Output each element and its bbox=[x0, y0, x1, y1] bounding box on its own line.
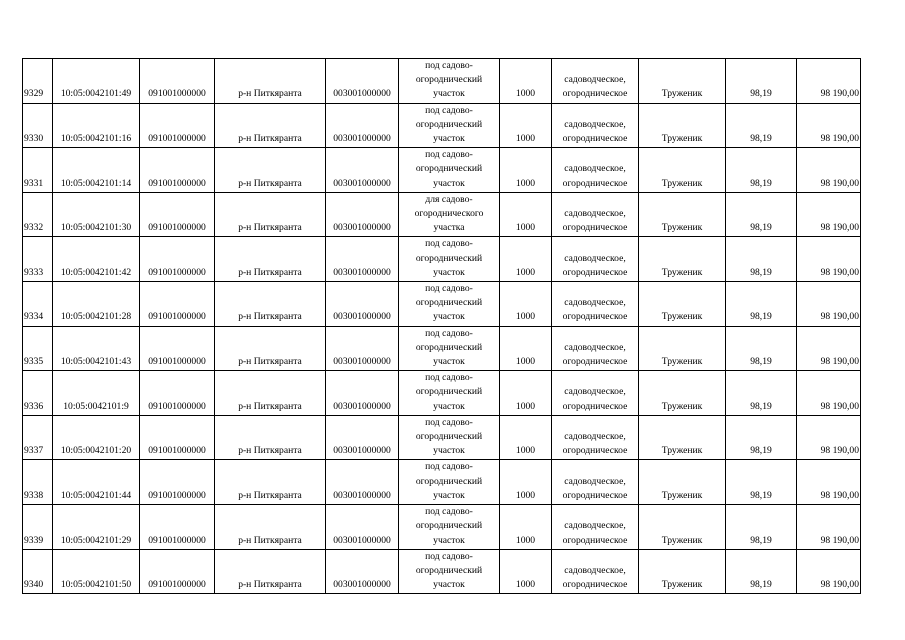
use-type-line: садоводческое, bbox=[564, 163, 626, 175]
district-cell: р-н Питкяранта bbox=[215, 192, 326, 237]
row-number-cell: 9340 bbox=[23, 549, 53, 594]
oktmo-code-cell: 003001000000 bbox=[326, 103, 399, 148]
use-type-line: огородническое bbox=[562, 133, 628, 145]
okato-code-cell: 091001000000 bbox=[140, 371, 215, 416]
permitted-use-line: под садово- bbox=[425, 506, 473, 518]
permitted-use-line: огороднический bbox=[415, 163, 483, 175]
area-cell: 1000 bbox=[500, 371, 552, 416]
row-number-cell: 9335 bbox=[23, 326, 53, 371]
permitted-use-line: огороднический bbox=[415, 475, 483, 487]
cadastral-number-cell: 10:05:0042101:30 bbox=[53, 192, 140, 237]
permitted-use-line: под садово- bbox=[425, 372, 473, 384]
table-row bbox=[23, 415, 861, 460]
okato-code-cell: 091001000000 bbox=[140, 282, 215, 327]
row-number-cell: 9329 bbox=[23, 59, 53, 104]
specific-value-cell: 98,19 bbox=[726, 103, 797, 148]
cadastral-value-cell: 98 190,00 bbox=[797, 505, 861, 550]
permitted-use-line: огороднического bbox=[414, 208, 484, 220]
cadastral-value-cell: 98 190,00 bbox=[797, 460, 861, 505]
use-type-cell bbox=[552, 549, 639, 594]
okato-code-cell: 091001000000 bbox=[140, 237, 215, 282]
cadastral-number-cell: 10:05:0042101:42 bbox=[53, 237, 140, 282]
table-row bbox=[23, 460, 861, 505]
partnership-name-cell: Труженик bbox=[639, 326, 726, 371]
use-type-line: садоводческое, bbox=[564, 208, 626, 220]
partnership-name-cell: Труженик bbox=[639, 549, 726, 594]
partnership-name-cell: Труженик bbox=[639, 148, 726, 193]
permitted-use-line: участок bbox=[433, 489, 465, 501]
partnership-name-cell: Труженик bbox=[639, 415, 726, 460]
cadastral-value-cell: 98 190,00 bbox=[797, 371, 861, 416]
permitted-use-line: огороднический bbox=[415, 74, 483, 86]
specific-value-cell: 98,19 bbox=[726, 326, 797, 371]
oktmo-code-cell: 003001000000 bbox=[326, 59, 399, 104]
use-type-line: садоводческое, bbox=[564, 520, 626, 532]
okato-code-cell: 091001000000 bbox=[140, 460, 215, 505]
permitted-use-line: участка bbox=[433, 222, 465, 234]
specific-value-cell: 98,19 bbox=[726, 415, 797, 460]
district-cell: р-н Питкяранта bbox=[215, 460, 326, 505]
oktmo-code-cell: 003001000000 bbox=[326, 192, 399, 237]
partnership-name-cell: Труженик bbox=[639, 371, 726, 416]
permitted-use-line: участок bbox=[433, 534, 465, 546]
table-row bbox=[23, 549, 861, 594]
use-type-line: садоводческое, bbox=[564, 564, 626, 576]
use-type-cell bbox=[552, 371, 639, 416]
permitted-use-cell bbox=[399, 148, 500, 193]
table-row bbox=[23, 282, 861, 327]
table-row bbox=[23, 103, 861, 148]
cadastral-number-cell: 10:05:0042101:44 bbox=[53, 460, 140, 505]
specific-value-cell: 98,19 bbox=[726, 148, 797, 193]
district-cell: р-н Питкяранта bbox=[215, 282, 326, 327]
cadastral-number-cell: 10:05:0042101:14 bbox=[53, 148, 140, 193]
okato-code-cell: 091001000000 bbox=[140, 192, 215, 237]
okato-code-cell: 091001000000 bbox=[140, 415, 215, 460]
cadastral-number-cell: 10:05:0042101:49 bbox=[53, 59, 140, 104]
table-row bbox=[23, 148, 861, 193]
district-cell: р-н Питкяранта bbox=[215, 505, 326, 550]
area-cell: 1000 bbox=[500, 282, 552, 327]
cadastral-number-cell: 10:05:0042101:29 bbox=[53, 505, 140, 550]
partnership-name-cell: Труженик bbox=[639, 103, 726, 148]
area-cell: 1000 bbox=[500, 237, 552, 282]
area-cell: 1000 bbox=[500, 505, 552, 550]
cadastral-value-cell: 98 190,00 bbox=[797, 148, 861, 193]
oktmo-code-cell: 003001000000 bbox=[326, 415, 399, 460]
area-cell: 1000 bbox=[500, 148, 552, 193]
partnership-name-cell: Труженик bbox=[639, 460, 726, 505]
permitted-use-line: участок bbox=[433, 266, 465, 278]
district-cell: р-н Питкяранта bbox=[215, 549, 326, 594]
permitted-use-line: под садово- bbox=[425, 104, 473, 116]
land-plots-table bbox=[22, 58, 861, 594]
oktmo-code-cell: 003001000000 bbox=[326, 237, 399, 282]
table-row bbox=[23, 192, 861, 237]
permitted-use-line: огороднический bbox=[415, 252, 483, 264]
district-cell: р-н Питкяранта bbox=[215, 148, 326, 193]
row-number-cell: 9330 bbox=[23, 103, 53, 148]
use-type-line: садоводческое, bbox=[564, 297, 626, 309]
use-type-line: огородническое bbox=[562, 222, 628, 234]
permitted-use-cell bbox=[399, 282, 500, 327]
use-type-cell bbox=[552, 148, 639, 193]
cadastral-number-cell: 10:05:0042101:20 bbox=[53, 415, 140, 460]
oktmo-code-cell: 003001000000 bbox=[326, 326, 399, 371]
area-cell: 1000 bbox=[500, 103, 552, 148]
table-row bbox=[23, 326, 861, 371]
permitted-use-line: под садово- bbox=[425, 149, 473, 161]
use-type-cell bbox=[552, 192, 639, 237]
partnership-name-cell: Труженик bbox=[639, 282, 726, 327]
permitted-use-cell bbox=[399, 415, 500, 460]
permitted-use-line: для садово- bbox=[425, 193, 473, 205]
area-cell: 1000 bbox=[500, 415, 552, 460]
use-type-line: садоводческое, bbox=[564, 74, 626, 86]
permitted-use-cell bbox=[399, 237, 500, 282]
use-type-cell bbox=[552, 59, 639, 104]
row-number-cell: 9332 bbox=[23, 192, 53, 237]
use-type-cell bbox=[552, 460, 639, 505]
specific-value-cell: 98,19 bbox=[726, 371, 797, 416]
permitted-use-cell bbox=[399, 103, 500, 148]
permitted-use-line: участок bbox=[433, 177, 465, 189]
table-row bbox=[23, 371, 861, 416]
permitted-use-cell bbox=[399, 460, 500, 505]
row-number-cell: 9336 bbox=[23, 371, 53, 416]
okato-code-cell: 091001000000 bbox=[140, 103, 215, 148]
district-cell: р-н Питкяранта bbox=[215, 371, 326, 416]
use-type-line: садоводческое, bbox=[564, 475, 626, 487]
permitted-use-cell bbox=[399, 326, 500, 371]
permitted-use-line: под садово- bbox=[425, 550, 473, 562]
permitted-use-cell bbox=[399, 59, 500, 104]
cadastral-number-cell: 10:05:0042101:43 bbox=[53, 326, 140, 371]
okato-code-cell: 091001000000 bbox=[140, 326, 215, 371]
use-type-cell bbox=[552, 282, 639, 327]
partnership-name-cell: Труженик bbox=[639, 505, 726, 550]
permitted-use-line: под садово- bbox=[425, 327, 473, 339]
okato-code-cell: 091001000000 bbox=[140, 549, 215, 594]
cadastral-number-cell: 10:05:0042101:16 bbox=[53, 103, 140, 148]
permitted-use-line: участок bbox=[433, 311, 465, 323]
permitted-use-line: под садово- bbox=[425, 60, 473, 71]
table-row bbox=[23, 505, 861, 550]
use-type-cell bbox=[552, 103, 639, 148]
row-number-cell: 9338 bbox=[23, 460, 53, 505]
permitted-use-line: участок bbox=[433, 445, 465, 457]
specific-value-cell: 98,19 bbox=[726, 237, 797, 282]
cadastral-value-cell: 98 190,00 bbox=[797, 326, 861, 371]
use-type-cell bbox=[552, 326, 639, 371]
row-number-cell: 9339 bbox=[23, 505, 53, 550]
permitted-use-line: огороднический bbox=[415, 297, 483, 309]
specific-value-cell: 98,19 bbox=[726, 505, 797, 550]
okato-code-cell: 091001000000 bbox=[140, 59, 215, 104]
permitted-use-line: огороднический bbox=[415, 341, 483, 353]
cadastral-value-cell: 98 190,00 bbox=[797, 415, 861, 460]
permitted-use-line: огороднический bbox=[415, 431, 483, 443]
use-type-line: огородническое bbox=[562, 266, 628, 278]
area-cell: 1000 bbox=[500, 59, 552, 104]
use-type-cell bbox=[552, 505, 639, 550]
use-type-line: садоводческое, bbox=[564, 386, 626, 398]
oktmo-code-cell: 003001000000 bbox=[326, 282, 399, 327]
district-cell: р-н Питкяранта bbox=[215, 415, 326, 460]
okato-code-cell: 091001000000 bbox=[140, 148, 215, 193]
permitted-use-line: участок bbox=[433, 88, 465, 100]
row-number-cell: 9334 bbox=[23, 282, 53, 327]
cadastral-value-cell: 98 190,00 bbox=[797, 282, 861, 327]
use-type-line: огородническое bbox=[562, 534, 628, 546]
partnership-name-cell: Труженик bbox=[639, 237, 726, 282]
permitted-use-cell bbox=[399, 505, 500, 550]
area-cell: 1000 bbox=[500, 549, 552, 594]
use-type-line: огородническое bbox=[562, 489, 628, 501]
district-cell: р-н Питкяранта bbox=[215, 103, 326, 148]
row-number-cell: 9337 bbox=[23, 415, 53, 460]
cadastral-number-cell: 10:05:0042101:50 bbox=[53, 549, 140, 594]
use-type-line: огородническое bbox=[562, 311, 628, 323]
use-type-line: огородническое bbox=[562, 579, 628, 591]
oktmo-code-cell: 003001000000 bbox=[326, 505, 399, 550]
use-type-line: садоводческое, bbox=[564, 118, 626, 130]
permitted-use-line: участок bbox=[433, 356, 465, 368]
cadastral-value-cell: 98 190,00 bbox=[797, 549, 861, 594]
partnership-name-cell: Труженик bbox=[639, 59, 726, 104]
specific-value-cell: 98,19 bbox=[726, 59, 797, 104]
permitted-use-line: огороднический bbox=[415, 564, 483, 576]
use-type-cell bbox=[552, 415, 639, 460]
permitted-use-line: огороднический bbox=[415, 118, 483, 130]
table-body bbox=[23, 59, 861, 594]
area-cell: 1000 bbox=[500, 326, 552, 371]
oktmo-code-cell: 003001000000 bbox=[326, 460, 399, 505]
table-row bbox=[23, 59, 861, 104]
oktmo-code-cell: 003001000000 bbox=[326, 371, 399, 416]
permitted-use-cell bbox=[399, 371, 500, 416]
permitted-use-cell bbox=[399, 549, 500, 594]
use-type-line: огородническое bbox=[562, 177, 628, 189]
permitted-use-line: под садово- bbox=[425, 416, 473, 428]
oktmo-code-cell: 003001000000 bbox=[326, 549, 399, 594]
okato-code-cell: 091001000000 bbox=[140, 505, 215, 550]
permitted-use-line: огороднический bbox=[415, 520, 483, 532]
cadastral-number-cell: 10:05:0042101:28 bbox=[53, 282, 140, 327]
permitted-use-line: под садово- bbox=[425, 461, 473, 473]
use-type-cell bbox=[552, 237, 639, 282]
cadastral-number-cell: 10:05:0042101:9 bbox=[53, 371, 140, 416]
use-type-line: огородническое bbox=[562, 445, 628, 457]
permitted-use-line: под садово- bbox=[425, 283, 473, 295]
oktmo-code-cell: 003001000000 bbox=[326, 148, 399, 193]
specific-value-cell: 98,19 bbox=[726, 549, 797, 594]
cadastral-value-cell: 98 190,00 bbox=[797, 103, 861, 148]
use-type-line: огородническое bbox=[562, 400, 628, 412]
cadastral-value-cell: 98 190,00 bbox=[797, 59, 861, 104]
use-type-line: садоводческое, bbox=[564, 341, 626, 353]
specific-value-cell: 98,19 bbox=[726, 192, 797, 237]
district-cell: р-н Питкяранта bbox=[215, 326, 326, 371]
cadastral-value-cell: 98 190,00 bbox=[797, 237, 861, 282]
permitted-use-cell bbox=[399, 192, 500, 237]
use-type-line: садоводческое, bbox=[564, 431, 626, 443]
permitted-use-line: огороднический bbox=[415, 386, 483, 398]
specific-value-cell: 98,19 bbox=[726, 282, 797, 327]
use-type-line: огородническое bbox=[562, 88, 628, 100]
district-cell: р-н Питкяранта bbox=[215, 237, 326, 282]
area-cell: 1000 bbox=[500, 192, 552, 237]
district-cell: р-н Питкяранта bbox=[215, 59, 326, 104]
use-type-line: садоводческое, bbox=[564, 252, 626, 264]
cadastral-value-cell: 98 190,00 bbox=[797, 192, 861, 237]
permitted-use-line: под садово- bbox=[425, 238, 473, 250]
table-row bbox=[23, 237, 861, 282]
permitted-use-line: участок bbox=[433, 133, 465, 145]
partnership-name-cell: Труженик bbox=[639, 192, 726, 237]
area-cell: 1000 bbox=[500, 460, 552, 505]
row-number-cell: 9333 bbox=[23, 237, 53, 282]
permitted-use-line: участок bbox=[433, 400, 465, 412]
specific-value-cell: 98,19 bbox=[726, 460, 797, 505]
row-number-cell: 9331 bbox=[23, 148, 53, 193]
use-type-line: огородническое bbox=[562, 356, 628, 368]
permitted-use-line: участок bbox=[433, 579, 465, 591]
